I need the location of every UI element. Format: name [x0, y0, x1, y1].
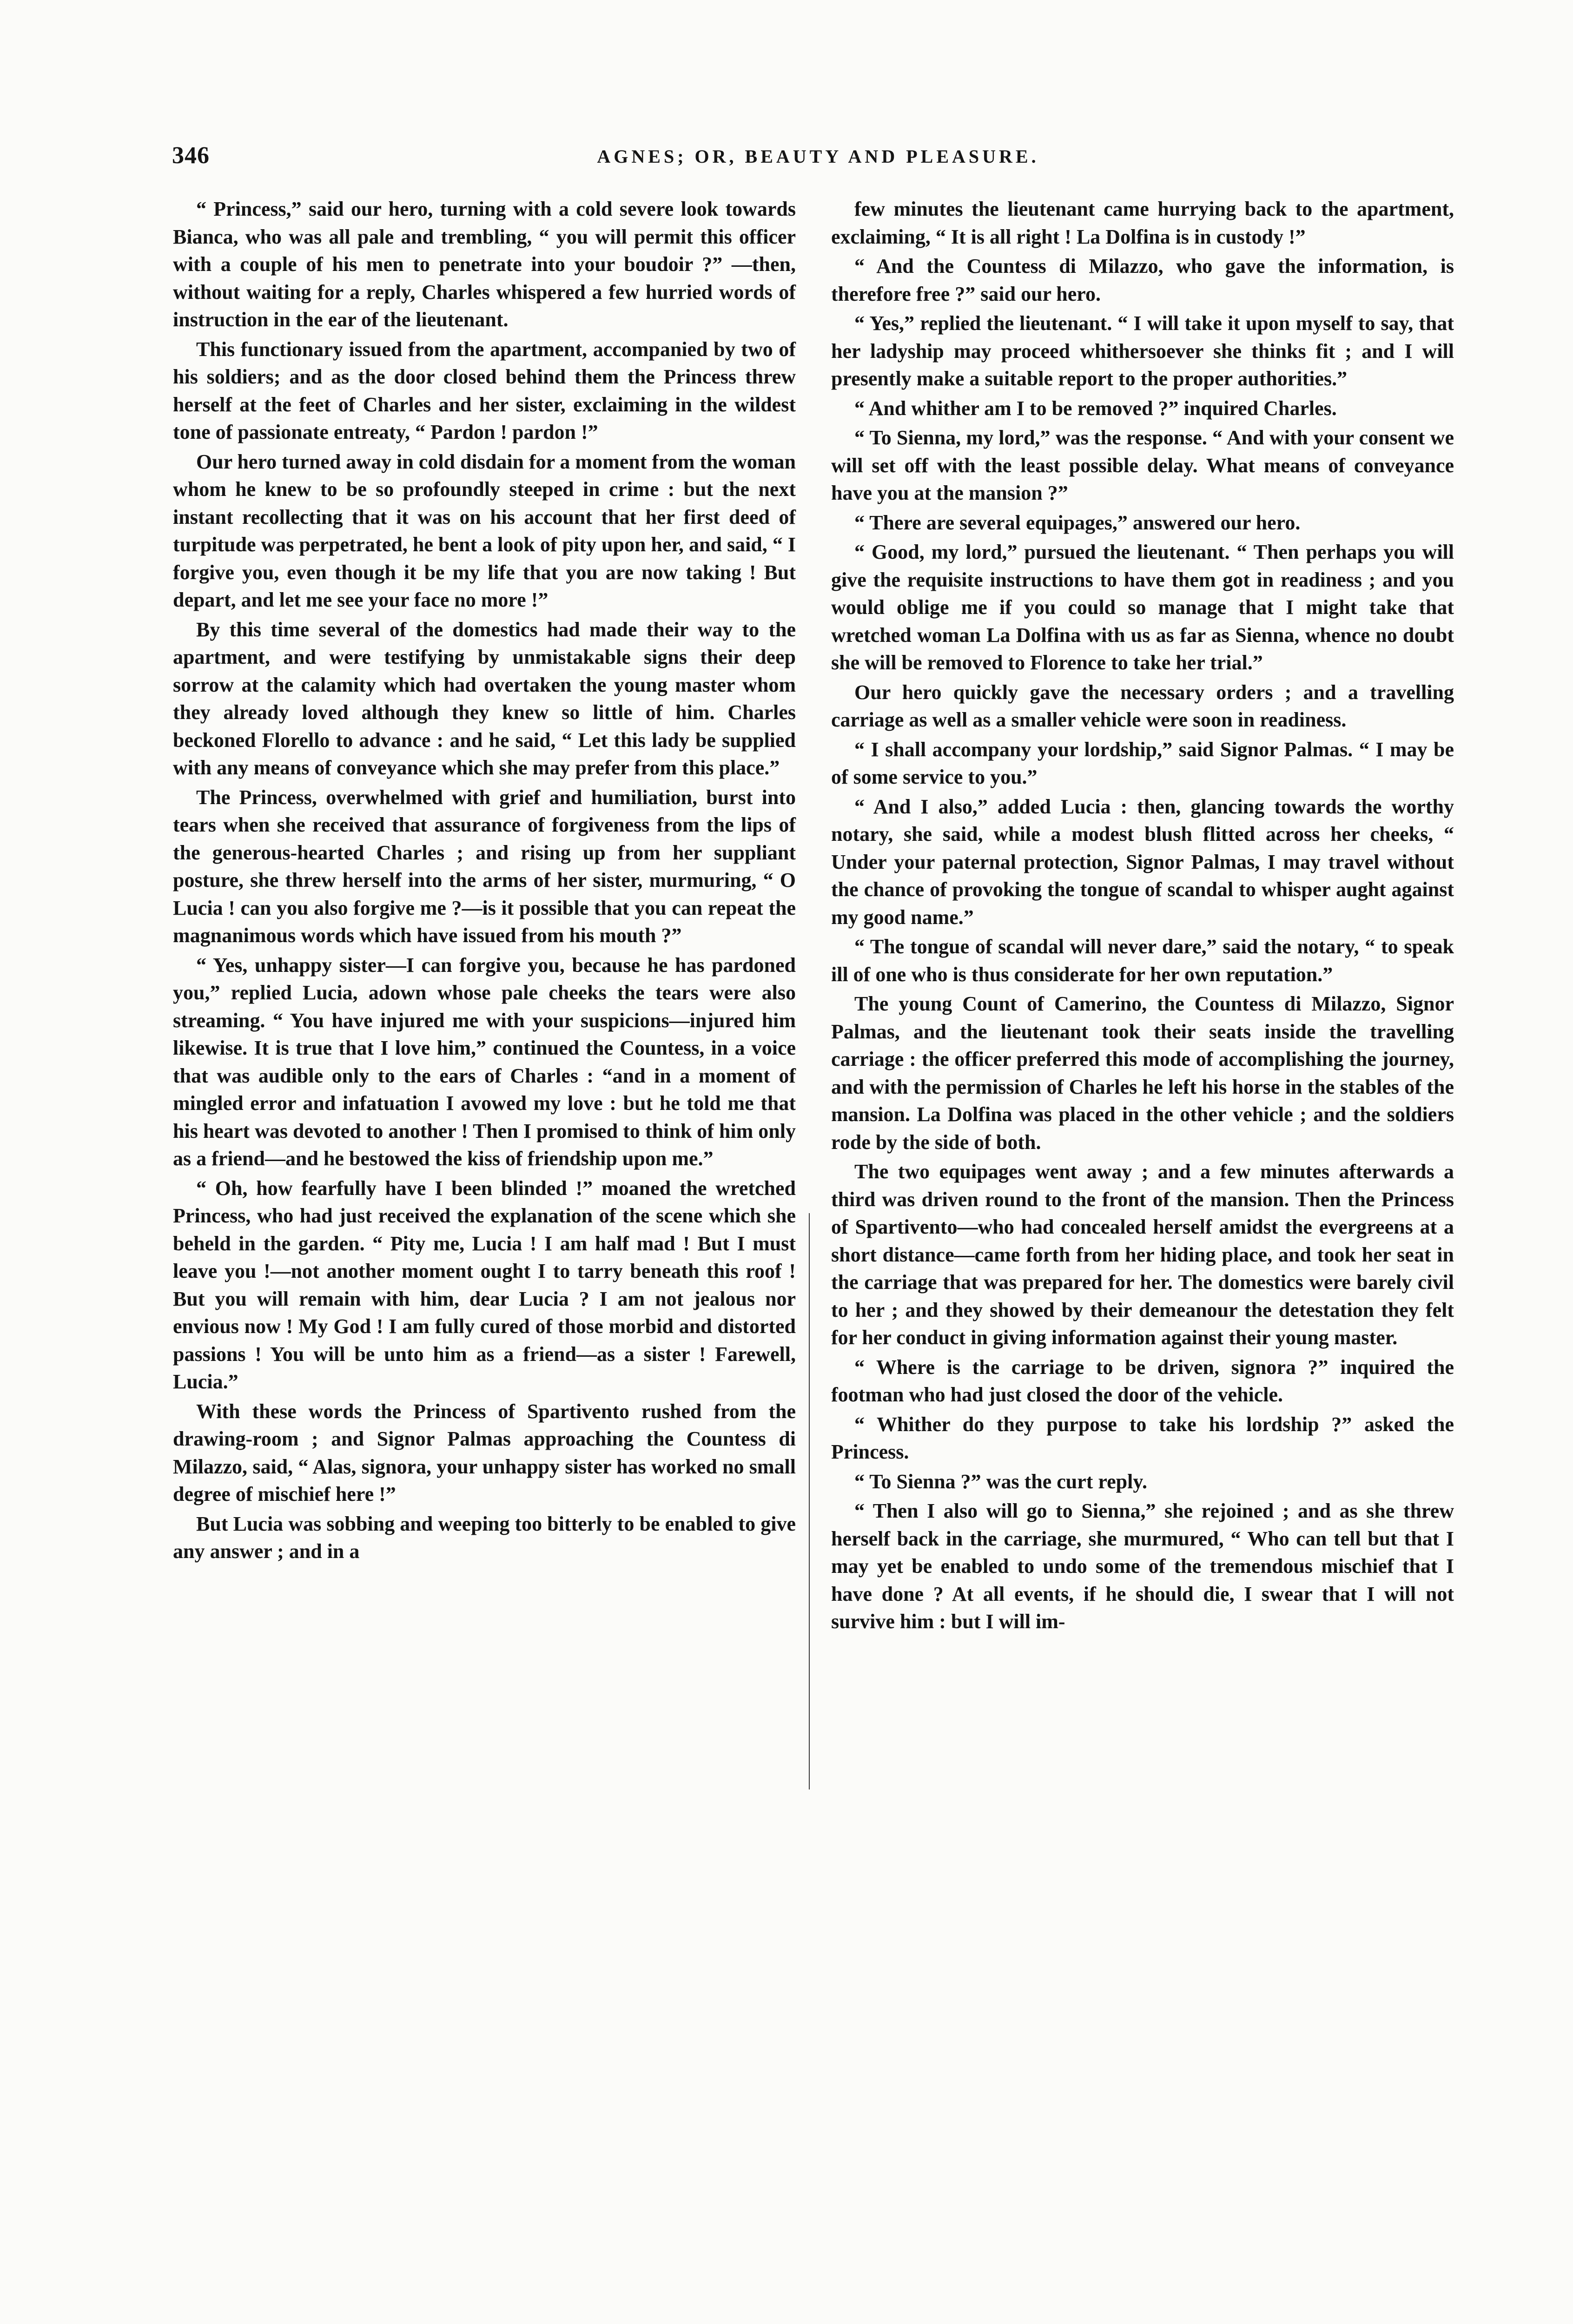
paragraph: The young Count of Camerino, the Countess di Milazzo, Signor Palmas, and the lieutenant took their seats inside the travelling carriage : the officer preferred this mode of accomplishing the journey, and with the permission of Charles he left his horse in the stables of the mansion. La Dolfina was placed in the other vehicle ; and the soldiers rode by the side of both.	[831, 992, 1454, 1154]
paragraph: “ Princess,” said our hero, turning with a cold severe look towards Bianca, who was all pale and trembling, “ you will permit this officer with a couple of his men to penetrate into your boudoir ?” —then, without waiting for a reply, Charles whispered a few hurried words of instruction in the ear of the lieutenant.	[173, 198, 796, 331]
page-number: 346	[172, 142, 210, 169]
paragraph: “ I shall accompany your lordship,” said Signor Palmas. “ I may be of some service to you.”	[831, 738, 1454, 788]
paragraph: With these words the Princess of Spartivento rushed from the drawing-room ; and Signor Palmas approaching the Countess di Milazzo, said, “ Alas, signora, your unhappy sister has worked no small degree of mischief here !”	[173, 1400, 796, 1505]
paragraph: “ Whither do they purpose to take his lordship ?” asked the Princess.	[831, 1413, 1454, 1463]
paragraph: This functionary issued from the apartment, accompanied by two of his soldiers; and as the door closed behind them the Princess threw herself at the feet of Charles and her sister, exclaiming in the wildest tone of passionate entreaty, “ Pardon ! pardon !”	[173, 337, 796, 443]
paragraph: The two equipages went away ; and a few minutes afterwards a third was driven round to the front of the mansion. Then the Princess of Spartivento—who had concealed herself amidst the evergreens at a short distance—came forth from her hiding place, and took her seat in the carriage that was prepared for her. The domestics were barely civil to her ; and they showed by their demeanour the detestation they felt for her conduct in giving information against their young master.	[831, 1160, 1454, 1349]
paragraph: By this time several of the domestics had made their way to the apartment, and were testifying by unmistakable signs their deep sorrow at the calamity which had overtaken the young master whom they already loved although they knew so little of him. Charles beckoned Florello to advance : and he said, “ Let this lady be supplied with any means of conveyance which she may prefer from this place.”	[173, 618, 796, 779]
paragraph: But Lucia was sobbing and weeping too bitterly to be enabled to give any answer ; and in a	[173, 1512, 796, 1563]
paragraph: The Princess, overwhelmed with grief and humiliation, burst into tears when she received that assurance of forgiveness from the lips of the generous-hearted Charles ; and rising up from her suppliant posture, she threw herself into the arms of her sister, murmuring, “ O Lucia ! can you also forgive me ?—is it possible that you can repeat the magnanimous words which have issued from his mouth ?”	[173, 786, 796, 947]
paragraph: “ And whither am I to be removed ?” inquired Charles.	[854, 396, 1337, 420]
paragraph: “ Oh, how fearfully have I been blinded !” moaned the wretched Princess, who had just received the explanation of the scene which she beheld in the garden. “ Pity me, Lucia ! I am half mad ! But I must leave you !—not another moment ought I to tarry beneath this roof ! But you will remain with him, dear Lucia ? I am not jealous nor envious now ! My God ! I am fully cured of those morbid and distorted passions ! You will be unto him as a friend—as a sister ! Farewell, Lucia.”	[173, 1176, 796, 1393]
running-title: AGNES; OR, BEAUTY AND PLEASURE.	[597, 146, 1039, 167]
paragraph: few minutes the lieutenant came hurrying back to the apartment, exclaiming, “ It is all right ! La Dolfina is in custody !”	[831, 198, 1454, 248]
right-column	[831, 195, 1454, 1637]
paragraph: Our hero quickly gave the necessary orders ; and a travelling carriage as well as a smaller vehicle were soon in readiness.	[831, 680, 1454, 731]
paragraph: “ To Sienna ?” was the curt reply.	[854, 1470, 1147, 1493]
paragraph: “ There are several equipages,” answered our hero.	[854, 511, 1301, 534]
paragraph: “ And I also,” added Lucia : then, glancing towards the worthy notary, she said, while a modest blush flitted across her cheeks, “ Under your paternal protection, Signor Palmas, I may travel without the chance of provoking the tongue of scandal to whisper aught against my good name.”	[831, 795, 1454, 929]
paragraph: “ Yes, unhappy sister—I can forgive you, because he has pardoned you,” replied Lucia, adown whose pale cheeks the tears were also streaming. “ You have injured me with your suspicions—injured him likewise. It is true that I love him,” continued the Countess, in a voice that was audible only to the ears of Charles : “and in a moment of mingled error and infatuation I avowed my love : but he told me that his heart was devoted to another ! Then I promised to think of him only as a friend—and he bestowed the kiss of friendship upon me.”	[173, 953, 796, 1170]
paragraph: “ Yes,” replied the lieutenant. “ I will take it upon myself to say, that her ladyship may proceed whithersoever she thinks fit ; and I will presently make a suitable report to the proper authorities.”	[831, 312, 1454, 390]
column-divider	[809, 1213, 810, 1789]
paragraph: “ To Sienna, my lord,” was the response. “ And with your consent we will set off with the least possible delay. What means of conveyance have you at the mansion ?”	[831, 426, 1454, 504]
running-head	[172, 142, 1464, 179]
paragraph: “ And the Countess di Milazzo, who gave the information, is therefore free ?” said our hero.	[831, 255, 1454, 305]
paragraph: “ Where is the carriage to be driven, signora ?” inquired the footman who had just closed the door of the vehicle.	[831, 1355, 1454, 1406]
paragraph: Our hero turned away in cold disdain for a moment from the woman whom he knew to be so profoundly steeped in crime : but the next instant recollecting that it was on his account that her first deed of turpitude was perpetrated, he bent a look of pity upon her, and said, “ I forgive you, even though it be my life that you are now taking ! But depart, and let me see your face no more !”	[173, 450, 796, 611]
paragraph: “ The tongue of scandal will never dare,” said the notary, “ to speak ill of one who is thus considerate for her own reputation.”	[831, 935, 1454, 986]
paragraph: “ Good, my lord,” pursued the lieutenant. “ Then perhaps you will give the requisite instructions to have them got in readiness ; and you would oblige me if you could so manage that I might take that wretched woman La Dolfina with us as far as Sienna, whence no doubt she will be removed to Florence to take her trial.”	[831, 541, 1454, 674]
paragraph: “ Then I also will go to Sienna,” she rejoined ; and as she threw herself back in the carriage, she murmured, “ Who can tell but that I may yet be enabled to undo some of the tremendous mischief that I have done ? At all events, if he should die, I swear that I will not survive him : but I will im-	[831, 1499, 1454, 1633]
left-column	[173, 195, 796, 1567]
